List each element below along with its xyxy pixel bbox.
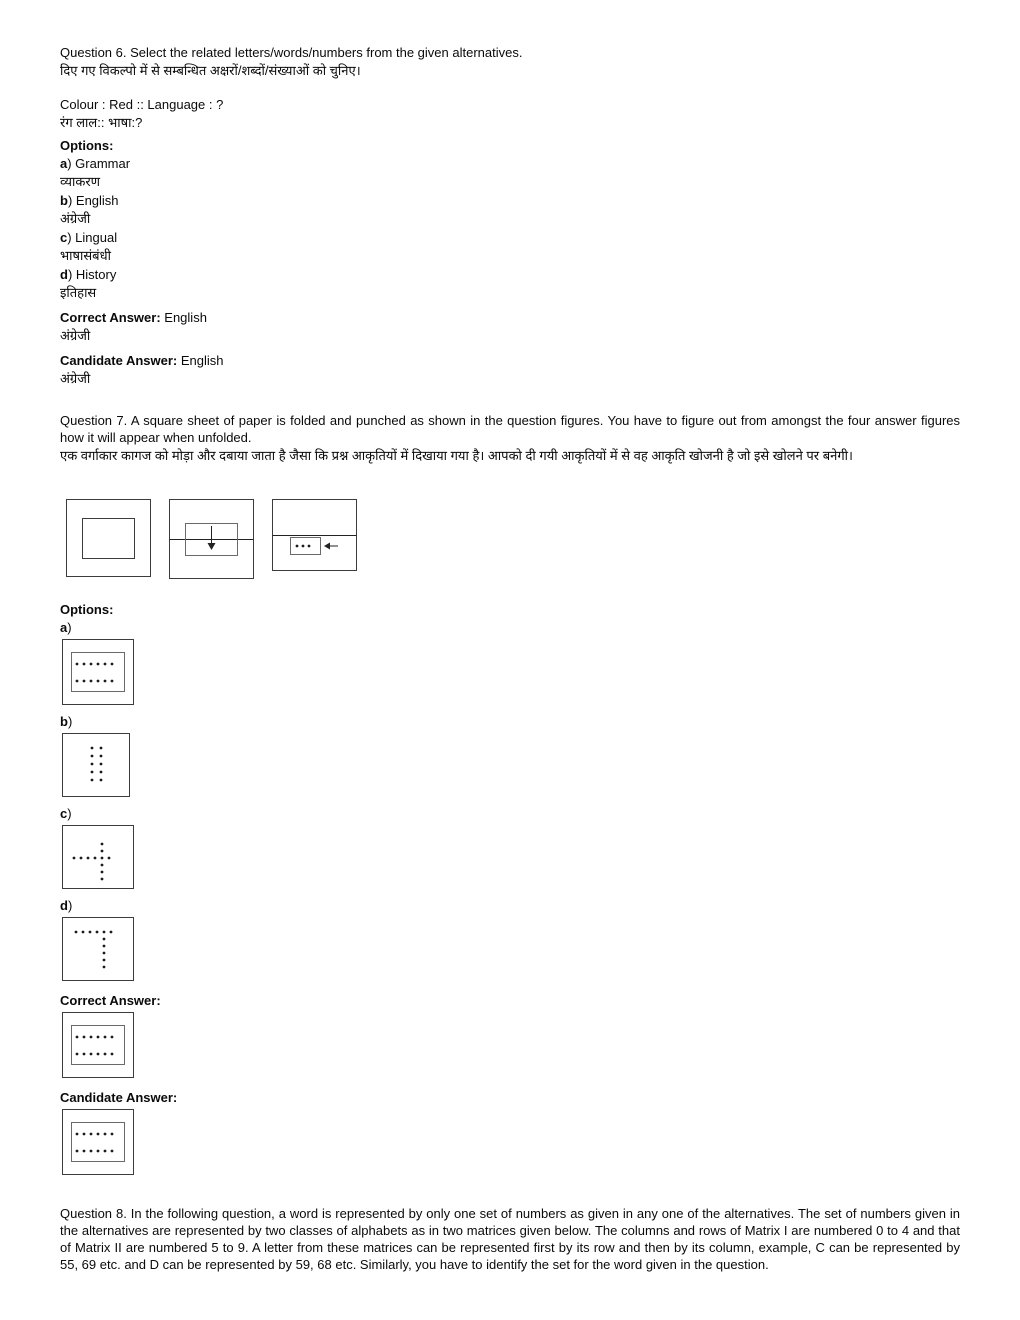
option-b-figure (62, 733, 130, 797)
option-a-letter: a (60, 620, 68, 635)
correct-answer-hindi: अंग्रेजी (60, 328, 91, 343)
option-d-row (60, 266, 960, 283)
option-a-row (60, 155, 960, 172)
option-a-hindi: व्याकरण (60, 174, 101, 189)
option-d-letter: d (60, 898, 68, 913)
option-c-figure (62, 825, 134, 889)
option-c-text: ) Lingual (67, 230, 118, 245)
candidate-answer-label: Candidate Answer: (60, 1090, 178, 1105)
option-a-letter: a (60, 156, 68, 171)
correct-answer-value: English (164, 310, 207, 325)
option-d-figure (62, 917, 134, 981)
candidate-answer-figure (62, 1109, 134, 1175)
option-b-row (60, 713, 960, 730)
question-6-stem: Colour : Red :: Language : ? (60, 97, 224, 112)
option-d-hindi: इतिहास (60, 285, 97, 300)
candidate-answer-hindi: अंग्रेजी (60, 371, 91, 386)
option-b-text: ) English (67, 193, 119, 208)
option-d-letter: d (60, 267, 68, 282)
option-a-row (60, 619, 960, 636)
correct-answer-figure (62, 1012, 134, 1078)
candidate-answer-value: English (180, 353, 224, 368)
correct-answer-label: Correct Answer: (60, 993, 161, 1008)
option-c-row (60, 229, 960, 246)
candidate-answer-row (60, 352, 960, 369)
option-b-letter: b (60, 193, 68, 208)
option-c-letter: c (60, 806, 68, 821)
question-6-title-hindi: दिए गए विकल्पो में से सम्बन्धित अक्षरों/शब्दों/संख्याओं को चुनिए। (60, 63, 361, 78)
question-figure-1 (66, 499, 151, 577)
option-d-paren: ) (67, 898, 73, 913)
question-6-title: Question 6. Select the related letters/words/numbers from the given alternatives. (60, 45, 523, 60)
question-8-block (60, 1205, 960, 1273)
options-label: Options: (60, 602, 114, 617)
question-8-title: Question 8. In the following question, a word is represented by only one set of numbers as given in any one of the alternatives. The set of numbers given in the alternatives are represented by two classes of alphabets as in two matrices given below. The columns and rows of Matrix I are numbered 0 to 4 and that of Matrix II are numbered 5 to 9. A letter from these matrices can be represented first by its row and then by its column, example, C can be represented by 55, 69 etc. and D can be represented by 59, 68 etc. Similarly, you have to identify the set for the word given in the question. (60, 1206, 960, 1272)
question-7-block (60, 412, 960, 1175)
option-a-figure (62, 639, 134, 705)
question-6-block (60, 44, 960, 388)
question-figures-row (66, 499, 960, 579)
option-c-hindi: भाषासंबंधी (60, 248, 111, 263)
option-d-row (60, 897, 960, 914)
correct-answer-row (60, 309, 960, 326)
option-b-row (60, 192, 960, 209)
correct-answer-label: Correct Answer: (60, 310, 161, 325)
candidate-answer-label: Candidate Answer: (60, 353, 178, 368)
option-b-paren: ) (67, 714, 73, 729)
question-7-title: Question 7. A square sheet of paper is folded and punched as shown in the question figures. You have to figure out from amongst the four answer figures how it will appear when unfolded. (60, 413, 960, 445)
question-7-title-hindi: एक वर्गाकार कागज को मोड़ा और दबाया जाता है जैसा कि प्रश्न आकृतियों में दिखाया गया है। आपको दी गयी आकृतियों में से वह आकृति खोजनी है जो इसे खोलने पर बनेगी। (60, 448, 853, 463)
option-c-paren: ) (67, 806, 72, 821)
question-6-stem-hindi: रंग लाल:: भाषा:? (60, 115, 143, 130)
question-figure-3 (272, 499, 357, 571)
option-c-letter: c (60, 230, 68, 245)
options-label: Options: (60, 138, 114, 153)
option-b-letter: b (60, 714, 68, 729)
option-d-text: ) History (67, 267, 117, 282)
option-c-row (60, 805, 960, 822)
option-b-hindi: अंग्रेजी (60, 211, 91, 226)
option-a-paren: ) (67, 620, 72, 635)
question-figure-2 (169, 499, 254, 579)
option-a-text: ) Grammar (67, 156, 131, 171)
